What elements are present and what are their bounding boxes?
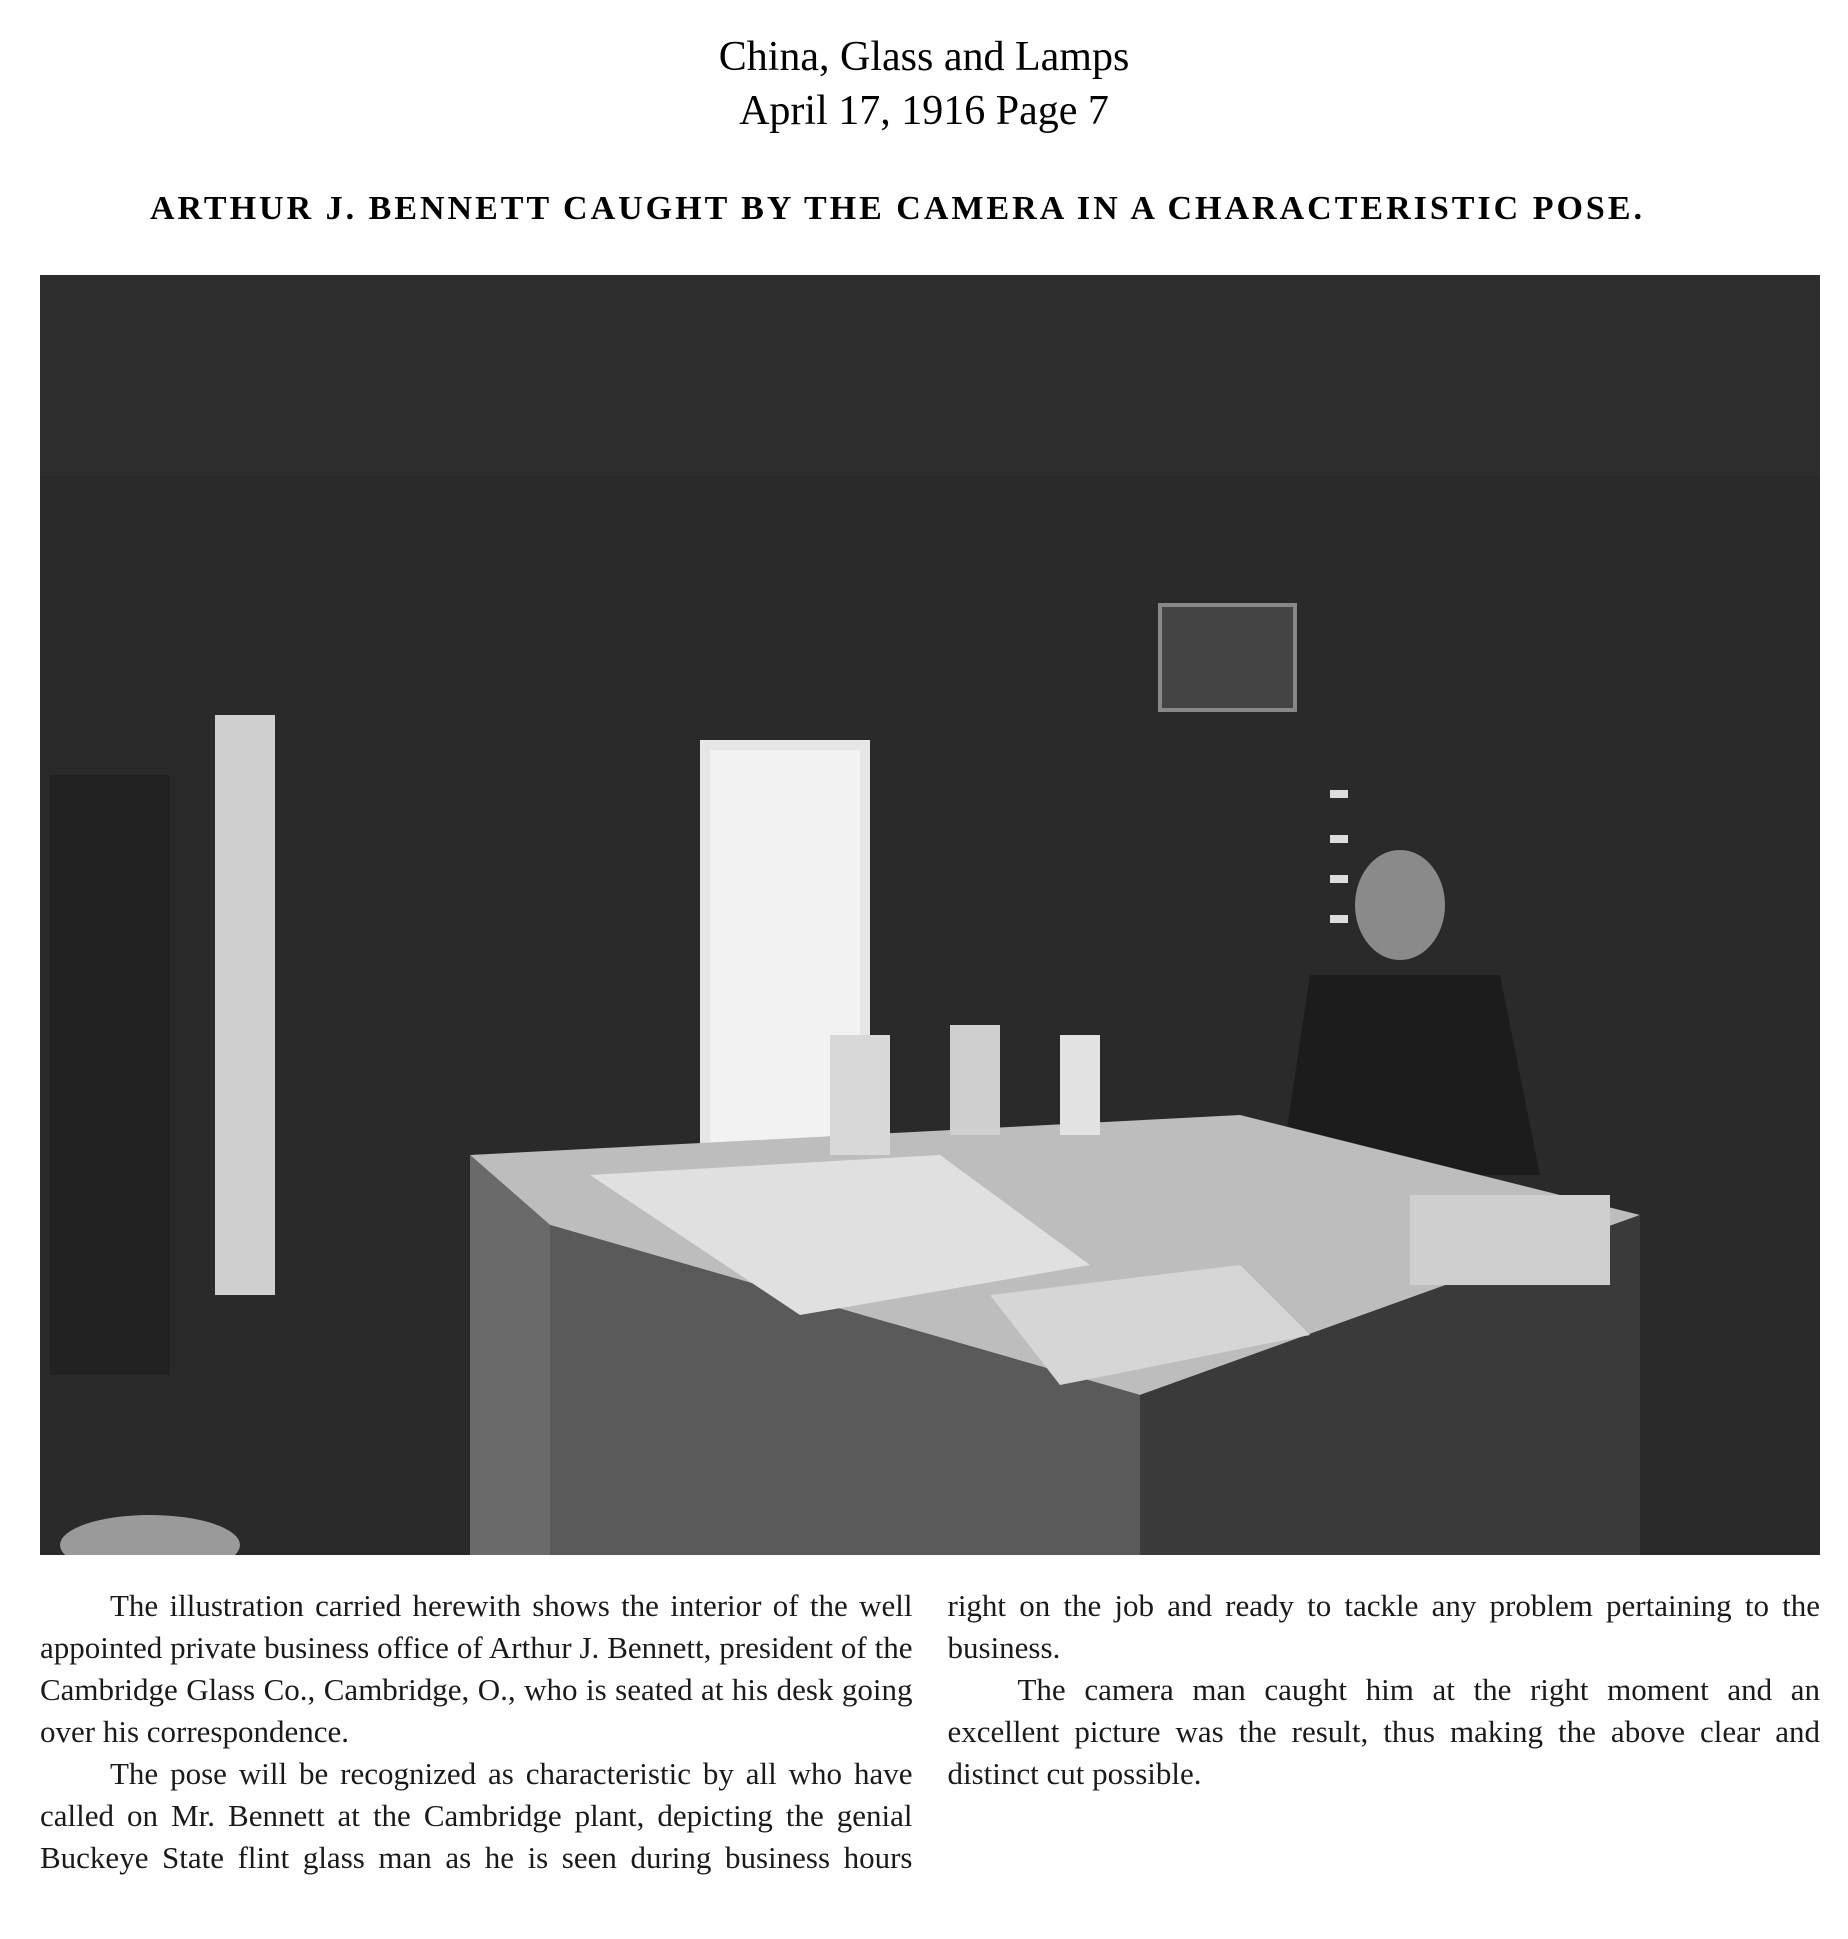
caption-paragraph: The illustration carried herewith shows the interior of the well appointed private business office of Arthur J. Bennett, president of the Cambridge Glass Co., Cambridge, O., who is seated at his desk going over his correspondence. [40,1588,913,1749]
office-photo-illustration [40,275,1820,1555]
picture-frame [1160,605,1295,710]
letter-tray [1410,1195,1610,1285]
door-panel [215,715,275,1295]
caption-column [40,1585,1820,1885]
issue-date-page: April 17, 1916 Page 7 [739,88,1109,134]
caption-paragraph: The camera man caught him at the right moment and an excellent picture was the result, thus making the above clear and distinct cut possible. [947,1672,1820,1791]
publication-title: China, Glass and Lamps [718,34,1130,80]
headline: ARTHUR J. BENNETT CAUGHT BY THE CAMERA IN A CHARACTERISTIC POSE. [150,190,1646,227]
caption-paragraph: The pose will be recognized as characteristic by all who have called on Mr. Bennett at the Cambridge plant, depicting the genial Buckeye State flint glass man as he is seen during business hours right on the job and ready to tackle any problem pertaining to the business. [40,1588,1820,1875]
man-head [1355,850,1445,960]
page-header [0,30,1848,138]
glassware [830,1035,890,1155]
office-photo [40,275,1820,1555]
